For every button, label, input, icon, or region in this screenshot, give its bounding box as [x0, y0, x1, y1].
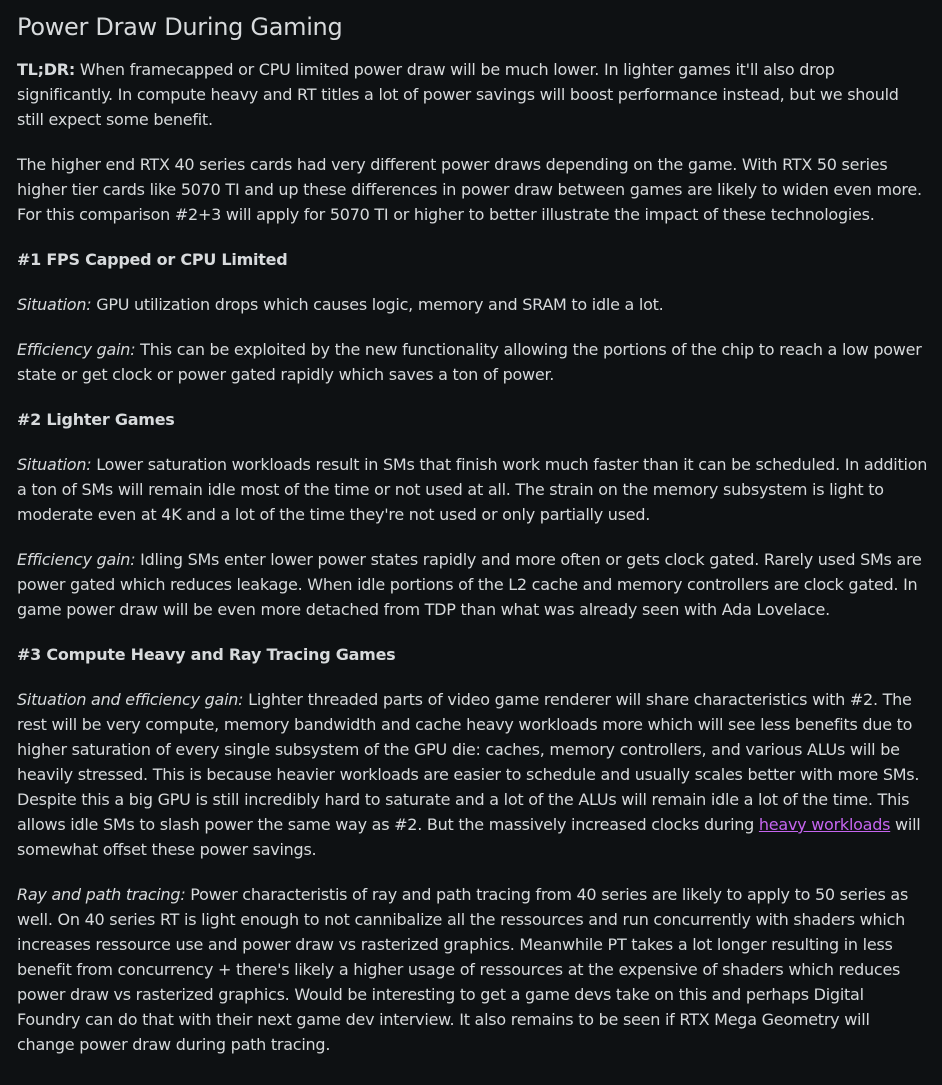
- tldr-label: TL;DR:: [17, 60, 76, 79]
- section3-heading: #3 Compute Heavy and Ray Tracing Games: [17, 645, 396, 664]
- section2-heading: #2 Lighter Games: [17, 410, 175, 429]
- ray-path-tracing-label: Ray and path tracing:: [17, 885, 186, 904]
- intro-paragraph: The higher end RTX 40 series cards had very different power draws depending on the game. With RTX 50 series higher tier cards like 5070 TI and up these differences in power draw between games are likely to widen even more. For this comparison #2+3 will apply for 5070 TI or higher to better illustrate the impact of these technologies.: [17, 155, 922, 224]
- situation-text: GPU utilization drops which causes logic, memory and SRAM to idle a lot.: [91, 295, 664, 314]
- section3-ray-path-tracing: [17, 882, 930, 1057]
- efficiency-text: Idling SMs enter lower power states rapidly and more often or gets clock gated. Rarely used SMs are power gated which reduces leakage. When idle portions of the L2 cache and memory controllers are clock gated. In game power draw will be even more detached from TDP than what was already seen with Ada Lovelace.: [17, 550, 922, 619]
- tldr-paragraph: [17, 57, 930, 132]
- tldr-text: When framecapped or CPU limited power draw will be much lower. In lighter games it'll also drop significantly. In compute heavy and RT titles a lot of power savings will boost performance instead, but we should still expect some benefit.: [17, 60, 899, 129]
- section1-situation: [17, 292, 930, 317]
- situation-text: Lower saturation workloads result in SMs that finish work much faster than it can be scheduled. In addition a ton of SMs will remain idle most of the time or not used at all. The strain on the memory subsystem is light to moderate even at 4K and a lot of the time they're not used or only partially used.: [17, 455, 928, 524]
- section3-situation-efficiency: [17, 687, 930, 862]
- efficiency-label: Efficiency gain:: [17, 550, 136, 569]
- section2-efficiency: [17, 547, 930, 622]
- efficiency-label: Efficiency gain:: [17, 340, 136, 359]
- post-title: Power Draw During Gaming: [17, 13, 343, 41]
- situation-efficiency-text-end: will somewhat offset these power savings.: [17, 815, 921, 859]
- section1-heading: #1 FPS Capped or CPU Limited: [17, 250, 288, 269]
- situation-label: Situation:: [17, 295, 92, 314]
- section2-situation: [17, 452, 930, 527]
- situation-label: Situation:: [17, 455, 92, 474]
- situation-efficiency-text: Lighter threaded parts of video game renderer will share characteristics with #2. The rest will be very compute, memory bandwidth and cache heavy workloads more which will see less benefits due to higher saturation of every single subsystem of the GPU die: caches, memory controllers, and various ALUs will be heavily stressed. This is because heavier workloads are easier to schedule and usually scales better with more SMs. Despite this a big GPU is still incredibly hard to saturate and a lot of the ALUs will remain idle a lot of the time. This allows idle SMs to slash power the same way as #2. But the massively increased clocks during: [17, 690, 920, 834]
- section1-efficiency: [17, 337, 930, 387]
- efficiency-text: This can be exploited by the new functionality allowing the portions of the chip to reach a low power state or get clock or power gated rapidly which saves a ton of power.: [17, 340, 922, 384]
- situation-efficiency-label: Situation and efficiency gain:: [17, 690, 244, 709]
- ray-path-tracing-text: Power characteristis of ray and path tracing from 40 series are likely to apply to 50 series as well. On 40 series RT is light enough to not cannibalize all the ressources and run concurrently with shaders which increases ressource use and power draw vs rasterized graphics. Meanwhile PT takes a lot longer resulting in less benefit from concurrency + there's likely a higher usage of ressources at the expensive of shaders which reduces power draw vs rasterized graphics. Would be interesting to get a game devs take on this and perhaps Digital Foundry can do that with their next game dev interview. It also remains to be seen if RTX Mega Geometry will change power draw during path tracing.: [17, 885, 909, 1054]
- heavy-workloads-link[interactable]: heavy workloads: [758, 815, 891, 834]
